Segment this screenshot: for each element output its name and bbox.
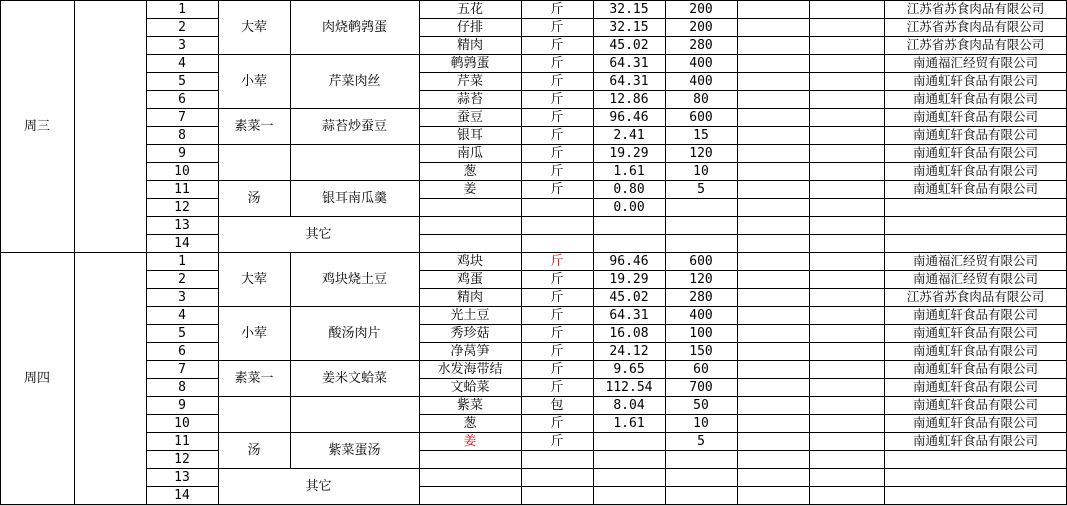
unit-cell[interactable]: 斤 — [550, 325, 564, 341]
row-number[interactable]: 14 — [174, 235, 190, 251]
grid-line — [419, 144, 1067, 145]
row-number[interactable]: 14 — [174, 487, 190, 503]
grid-line — [419, 306, 1067, 307]
amount-cell[interactable]: 112.54 — [605, 379, 653, 395]
grid-line — [218, 180, 419, 181]
grid-line — [218, 432, 419, 433]
row-number[interactable]: 12 — [174, 451, 190, 467]
grid-line — [146, 198, 218, 199]
supplier-cell[interactable] — [884, 234, 1067, 252]
ingredient-cell[interactable]: 银耳 — [456, 127, 483, 143]
grid-line — [146, 450, 218, 451]
grid-line — [146, 378, 218, 379]
amount-cell[interactable]: 1.61 — [613, 415, 645, 431]
unit-cell[interactable]: 斤 — [550, 1, 564, 17]
grid-line — [218, 144, 419, 145]
grid-line — [218, 0, 219, 253]
grid-line — [218, 396, 419, 397]
unit-cell[interactable]: 斤 — [550, 415, 564, 431]
category-cell[interactable]: 素菜一 — [234, 370, 274, 386]
ingredient-cell[interactable]: 葱 — [463, 163, 477, 179]
quantity-cell[interactable]: 400 — [689, 307, 713, 323]
grid-line — [218, 468, 419, 469]
grid-line — [218, 54, 419, 55]
category-cell[interactable] — [218, 144, 290, 180]
grid-line — [146, 180, 218, 181]
grid-line — [0, 252, 1067, 253]
grid-line — [146, 0, 147, 253]
grid-line — [419, 216, 1067, 217]
supplier-cell[interactable]: 江苏省苏食肉品有限公司 — [906, 288, 1045, 304]
supplier-cell[interactable] — [884, 450, 1067, 468]
amount-cell[interactable] — [593, 468, 665, 486]
dish-cell[interactable]: 肉烧鹌鹑蛋 — [321, 19, 387, 35]
grid-line — [290, 252, 291, 469]
row-number[interactable]: 13 — [174, 469, 190, 485]
quantity-cell[interactable] — [665, 198, 737, 216]
other-cell[interactable]: 其它 — [305, 226, 332, 242]
unit-cell[interactable]: 包 — [550, 397, 564, 413]
grid-line — [809, 252, 810, 505]
supplier-cell[interactable]: 南通福汇经贸有限公司 — [912, 54, 1038, 70]
ingredient-cell[interactable]: 紫菜 — [456, 397, 483, 413]
amount-cell[interactable]: 64.31 — [609, 307, 649, 323]
supplier-cell[interactable]: 南通虹轩食品有限公司 — [912, 414, 1038, 430]
unit-cell[interactable]: 斤 — [550, 127, 564, 143]
grid-line — [419, 396, 1067, 397]
amount-cell[interactable] — [593, 486, 665, 504]
supplier-cell[interactable] — [884, 486, 1067, 504]
grid-line — [0, 0, 1067, 1]
grid-line — [218, 306, 419, 307]
grid-line — [419, 180, 1067, 181]
quantity-cell[interactable]: 10 — [693, 163, 709, 179]
grid-line — [146, 486, 218, 487]
quantity-cell[interactable]: 150 — [689, 343, 713, 359]
ingredient-cell[interactable] — [419, 486, 521, 504]
ingredient-cell[interactable]: 鸡块 — [456, 253, 483, 269]
grid-line — [146, 324, 218, 325]
amount-cell[interactable]: 32.15 — [609, 19, 649, 35]
dish-cell[interactable]: 姜米文蛤菜 — [321, 370, 387, 386]
grid-line — [737, 252, 738, 505]
ingredient-cell[interactable]: 净莴笋 — [450, 343, 490, 359]
grid-line — [146, 360, 218, 361]
ingredient-cell[interactable]: 鸡蛋 — [456, 271, 483, 287]
grid-line — [146, 306, 218, 307]
grid-line — [419, 72, 1067, 73]
category-cell[interactable]: 小荤 — [240, 73, 267, 89]
dish-cell[interactable]: 银耳南瓜羹 — [321, 190, 387, 206]
grid-line — [146, 288, 218, 289]
grid-line — [593, 252, 594, 505]
quantity-cell[interactable]: 50 — [693, 397, 709, 413]
amount-cell[interactable]: 24.12 — [609, 343, 649, 359]
unit-cell[interactable]: 斤 — [550, 343, 564, 359]
ingredient-cell[interactable]: 仔排 — [456, 19, 483, 35]
category-cell[interactable]: 汤 — [247, 442, 261, 458]
supplier-cell[interactable]: 南通虹轩食品有限公司 — [912, 72, 1038, 88]
ingredient-cell[interactable] — [419, 450, 521, 468]
ingredient-cell[interactable]: 姜 — [463, 433, 477, 449]
supplier-cell[interactable] — [884, 216, 1067, 234]
grid-line — [146, 468, 218, 469]
grid-line — [419, 198, 1067, 199]
other-cell[interactable]: 其它 — [305, 478, 332, 494]
amount-cell[interactable]: 12.86 — [609, 91, 649, 107]
grid-line — [146, 108, 218, 109]
supplier-cell[interactable]: 南通虹轩食品有限公司 — [912, 144, 1038, 160]
row-number[interactable]: 12 — [174, 199, 190, 215]
grid-line — [74, 252, 75, 505]
supplier-cell[interactable]: 江苏省苏食肉品有限公司 — [906, 36, 1045, 52]
grid-line — [419, 378, 1067, 379]
grid-line — [521, 0, 522, 253]
grid-line — [809, 0, 810, 253]
grid-line — [419, 18, 1067, 19]
day-label[interactable]: 周三 — [23, 118, 50, 134]
quantity-cell[interactable]: 80 — [693, 91, 709, 107]
unit-cell[interactable]: 斤 — [550, 109, 564, 125]
grid-line — [146, 126, 218, 127]
dish-cell[interactable] — [290, 144, 419, 180]
unit-cell[interactable]: 斤 — [550, 181, 564, 197]
supplier-cell[interactable]: 南通福汇经贸有限公司 — [912, 270, 1038, 286]
amount-cell[interactable]: 64.31 — [609, 73, 649, 89]
unit-cell[interactable]: 斤 — [550, 307, 564, 323]
category-cell[interactable]: 汤 — [247, 190, 261, 206]
grid-line — [737, 0, 738, 253]
ingredient-cell[interactable]: 鹌鹑蛋 — [450, 55, 490, 71]
grid-line — [146, 90, 218, 91]
grid-line — [146, 216, 218, 217]
quantity-cell[interactable]: 120 — [689, 271, 713, 287]
grid-line — [419, 90, 1067, 91]
grid-line — [665, 252, 666, 505]
unit-cell[interactable] — [521, 198, 593, 216]
ingredient-cell[interactable]: 水发海带结 — [437, 361, 503, 377]
ingredient-cell[interactable] — [419, 468, 521, 486]
supplier-cell[interactable]: 南通虹轩食品有限公司 — [912, 360, 1038, 376]
unit-cell[interactable]: 斤 — [550, 55, 564, 71]
row-number[interactable]: 9 — [178, 397, 186, 413]
amount-cell[interactable]: 19.29 — [609, 145, 649, 161]
grid-line — [419, 0, 420, 253]
grid-line — [218, 0, 419, 1]
quantity-cell[interactable] — [665, 216, 737, 234]
grid-line — [146, 396, 218, 397]
row-number[interactable]: 10 — [174, 163, 190, 179]
supplier-cell[interactable] — [884, 198, 1067, 216]
grid-line — [218, 108, 419, 109]
category-cell[interactable]: 大荤 — [240, 271, 267, 287]
grid-line — [146, 414, 218, 415]
grid-line — [146, 162, 218, 163]
ingredient-cell[interactable]: 蚕豆 — [456, 109, 483, 125]
row-number[interactable]: 11 — [174, 433, 190, 449]
grid-line — [218, 252, 219, 505]
amount-cell[interactable]: 96.46 — [609, 109, 649, 125]
grid-line — [419, 342, 1067, 343]
row-number[interactable]: 5 — [178, 325, 186, 341]
row-number[interactable]: 10 — [174, 415, 190, 431]
grid-line — [419, 234, 1067, 235]
grid-line — [146, 270, 218, 271]
quantity-cell[interactable]: 5 — [697, 433, 705, 449]
ingredient-cell[interactable] — [419, 234, 521, 252]
grid-line — [419, 54, 1067, 55]
amount-cell[interactable]: 2.41 — [613, 127, 645, 143]
grid-line — [593, 0, 594, 253]
supplier-cell[interactable]: 南通虹轩食品有限公司 — [912, 108, 1038, 124]
row-number[interactable]: 1 — [178, 253, 186, 269]
dish-cell[interactable] — [290, 396, 419, 432]
quantity-cell[interactable]: 100 — [689, 325, 713, 341]
row-number[interactable]: 4 — [178, 307, 186, 323]
ingredient-cell[interactable]: 蒜苔 — [456, 91, 483, 107]
amount-cell[interactable]: 45.02 — [609, 37, 649, 53]
quantity-cell[interactable]: 200 — [689, 19, 713, 35]
supplier-cell[interactable]: 南通虹轩食品有限公司 — [912, 90, 1038, 106]
grid-line — [419, 270, 1067, 271]
amount-cell[interactable]: 0.80 — [613, 181, 645, 197]
grid-line — [419, 252, 420, 505]
grid-line — [419, 486, 1067, 487]
quantity-cell[interactable]: 10 — [693, 415, 709, 431]
unit-cell[interactable] — [521, 468, 593, 486]
unit-cell[interactable] — [521, 234, 593, 252]
unit-cell[interactable]: 斤 — [550, 91, 564, 107]
supplier-cell[interactable]: 南通虹轩食品有限公司 — [912, 396, 1038, 412]
unit-cell[interactable]: 斤 — [550, 73, 564, 89]
unit-cell[interactable]: 斤 — [550, 163, 564, 179]
amount-cell[interactable]: 1.61 — [613, 163, 645, 179]
row-number[interactable]: 5 — [178, 73, 186, 89]
grid-line — [146, 342, 218, 343]
ingredient-cell[interactable] — [419, 216, 521, 234]
row-number[interactable]: 8 — [178, 127, 186, 143]
unit-cell[interactable]: 斤 — [550, 361, 564, 377]
dish-cell[interactable]: 芹菜肉丝 — [328, 73, 381, 89]
quantity-cell[interactable] — [665, 486, 737, 504]
quantity-cell[interactable] — [665, 234, 737, 252]
amount-cell[interactable] — [593, 450, 665, 468]
category-cell[interactable] — [218, 396, 290, 432]
grid-line — [419, 36, 1067, 37]
ingredient-cell[interactable]: 精肉 — [456, 289, 483, 305]
grid-line — [419, 162, 1067, 163]
ingredient-cell[interactable]: 秀珍菇 — [450, 325, 490, 341]
unit-cell[interactable] — [521, 486, 593, 504]
ingredient-cell[interactable]: 南瓜 — [456, 145, 483, 161]
supplier-cell[interactable]: 南通福汇经贸有限公司 — [912, 252, 1038, 268]
grid-line — [146, 72, 218, 73]
row-number[interactable]: 6 — [178, 343, 186, 359]
unit-cell[interactable]: 斤 — [550, 253, 564, 269]
grid-line — [521, 252, 522, 505]
unit-cell[interactable] — [521, 216, 593, 234]
quantity-cell[interactable]: 200 — [689, 1, 713, 17]
grid-line — [290, 0, 291, 217]
row-number[interactable]: 7 — [178, 361, 186, 377]
amount-cell[interactable]: 16.08 — [609, 325, 649, 341]
day-label[interactable]: 周四 — [23, 370, 50, 386]
quantity-cell[interactable]: 60 — [693, 361, 709, 377]
amount-cell[interactable] — [593, 432, 665, 450]
amount-cell[interactable]: 0.00 — [613, 199, 645, 215]
unit-cell[interactable]: 斤 — [550, 145, 564, 161]
quantity-cell[interactable] — [665, 468, 737, 486]
grid-line — [146, 234, 218, 235]
dish-cell[interactable]: 蒜苔炒蚕豆 — [321, 118, 387, 134]
grid-line — [218, 360, 419, 361]
supplier-cell[interactable]: 南通虹轩食品有限公司 — [912, 180, 1038, 196]
grid-line — [74, 0, 75, 253]
amount-cell[interactable]: 19.29 — [609, 271, 649, 287]
row-number[interactable]: 6 — [178, 91, 186, 107]
grid-line — [146, 432, 218, 433]
row-number[interactable]: 2 — [178, 271, 186, 287]
unit-cell[interactable]: 斤 — [550, 379, 564, 395]
unit-cell[interactable]: 斤 — [550, 289, 564, 305]
row-number[interactable]: 1 — [178, 1, 186, 17]
amount-cell[interactable] — [593, 234, 665, 252]
grid-line — [146, 18, 218, 19]
row-number[interactable]: 7 — [178, 109, 186, 125]
grid-line — [0, 252, 1, 505]
grid-line — [419, 126, 1067, 127]
ingredient-cell[interactable]: 文蛤菜 — [450, 379, 490, 395]
quantity-cell[interactable]: 400 — [689, 55, 713, 71]
quantity-cell[interactable]: 600 — [689, 109, 713, 125]
amount-cell[interactable] — [593, 216, 665, 234]
dish-cell[interactable]: 酸汤肉片 — [328, 325, 381, 341]
row-number[interactable]: 3 — [178, 289, 186, 305]
ingredient-cell[interactable]: 葱 — [463, 415, 477, 431]
quantity-cell[interactable]: 280 — [689, 37, 713, 53]
dish-cell[interactable]: 紫菜蛋汤 — [328, 442, 381, 458]
category-cell[interactable]: 素菜一 — [234, 118, 274, 134]
grid-line — [218, 252, 419, 253]
grid-line — [419, 468, 1067, 469]
grid-line — [146, 54, 218, 55]
row-number[interactable]: 13 — [174, 217, 190, 233]
supplier-cell[interactable]: 南通虹轩食品有限公司 — [912, 126, 1038, 142]
supplier-cell[interactable]: 南通虹轩食品有限公司 — [912, 324, 1038, 340]
quantity-cell[interactable]: 15 — [693, 127, 709, 143]
category-cell[interactable]: 大荤 — [240, 19, 267, 35]
supplier-cell[interactable]: 南通虹轩食品有限公司 — [912, 162, 1038, 178]
quantity-cell[interactable]: 120 — [689, 145, 713, 161]
grid-line — [218, 216, 419, 217]
row-number[interactable]: 9 — [178, 145, 186, 161]
grid-line — [419, 324, 1067, 325]
unit-cell[interactable]: 斤 — [550, 19, 564, 35]
supplier-cell[interactable]: 江苏省苏食肉品有限公司 — [906, 0, 1045, 16]
amount-cell[interactable]: 32.15 — [609, 1, 649, 17]
amount-cell[interactable]: 64.31 — [609, 55, 649, 71]
ingredient-cell[interactable]: 姜 — [463, 181, 477, 197]
supplier-cell[interactable]: 南通虹轩食品有限公司 — [912, 378, 1038, 394]
category-cell[interactable]: 小荤 — [240, 325, 267, 341]
amount-cell[interactable]: 9.65 — [613, 361, 645, 377]
quantity-cell[interactable]: 400 — [689, 73, 713, 89]
ingredient-cell[interactable]: 光土豆 — [450, 307, 490, 323]
grid-line — [146, 252, 147, 505]
row-number[interactable]: 2 — [178, 19, 186, 35]
row-number[interactable]: 8 — [178, 379, 186, 395]
supplier-cell[interactable] — [884, 468, 1067, 486]
row-number[interactable]: 3 — [178, 37, 186, 53]
quantity-cell[interactable]: 600 — [689, 253, 713, 269]
grid-line — [146, 144, 218, 145]
ingredient-cell[interactable]: 精肉 — [456, 37, 483, 53]
grid-line — [419, 108, 1067, 109]
grid-line — [146, 36, 218, 37]
unit-cell[interactable]: 斤 — [550, 433, 564, 449]
quantity-cell[interactable] — [665, 450, 737, 468]
quantity-cell[interactable]: 5 — [697, 181, 705, 197]
supplier-cell[interactable]: 南通虹轩食品有限公司 — [912, 432, 1038, 448]
unit-cell[interactable]: 斤 — [550, 271, 564, 287]
supplier-cell[interactable]: 南通虹轩食品有限公司 — [912, 342, 1038, 358]
supplier-cell[interactable]: 江苏省苏食肉品有限公司 — [906, 18, 1045, 34]
quantity-cell[interactable]: 280 — [689, 289, 713, 305]
amount-cell[interactable]: 8.04 — [613, 397, 645, 413]
unit-cell[interactable] — [521, 450, 593, 468]
grid-line — [419, 414, 1067, 415]
ingredient-cell[interactable]: 五花 — [456, 1, 483, 17]
amount-cell[interactable]: 45.02 — [609, 289, 649, 305]
grid-line — [419, 432, 1067, 433]
amount-cell[interactable]: 96.46 — [609, 253, 649, 269]
grid-line — [0, 0, 1, 253]
grid-line — [884, 252, 885, 505]
dish-cell[interactable]: 鸡块烧土豆 — [321, 271, 387, 287]
grid-line — [884, 0, 885, 253]
supplier-cell[interactable]: 南通虹轩食品有限公司 — [912, 306, 1038, 322]
ingredient-cell[interactable] — [419, 198, 521, 216]
row-number[interactable]: 11 — [174, 181, 190, 197]
quantity-cell[interactable]: 700 — [689, 379, 713, 395]
unit-cell[interactable]: 斤 — [550, 37, 564, 53]
row-number[interactable]: 4 — [178, 55, 186, 71]
grid-line — [665, 0, 666, 253]
ingredient-cell[interactable]: 芹菜 — [456, 73, 483, 89]
grid-line — [419, 450, 1067, 451]
grid-line — [419, 288, 1067, 289]
grid-line — [419, 360, 1067, 361]
